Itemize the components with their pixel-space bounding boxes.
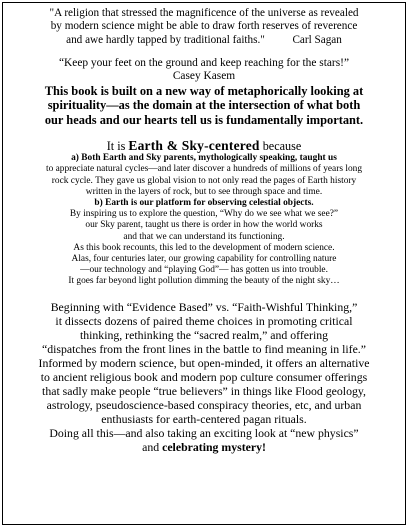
quote-text: “Keep your feet on the ground and keep reaching for the stars!” xyxy=(58,56,350,69)
point-a-line: to appreciate natural cycles—and later discover a hundreds of millions of years long xyxy=(45,164,363,175)
heading-prefix: It is xyxy=(106,139,126,154)
closing-line: Informed by modern science, but open-minded, it offers an alternative xyxy=(38,355,370,370)
quote-author: Carl Sagan xyxy=(292,33,342,46)
closing-line: thinking, rethinking the “sacred realm,” and offering xyxy=(79,327,329,342)
quote-line xyxy=(11,34,397,47)
thesis-statement xyxy=(11,84,397,127)
point-b-heading: b) Earth is our platform for observing celestial objects. xyxy=(94,197,314,208)
sagan-quote xyxy=(11,7,397,47)
closing-line: that sadly make people “true believers” in things like Flood geology, xyxy=(42,384,366,399)
closing-line: “dispatches from the front lines in the battle to find meaning in life.” xyxy=(42,341,366,356)
quote-line: by modern science might be able to draw forth reserves of reverence xyxy=(50,20,358,33)
closing-line: enthusiasts for earth-centered pagan rituals. xyxy=(101,412,307,427)
closing-line: to ancient religious book and modern pop culture consumer offerings xyxy=(40,370,368,385)
point-b-line: As this book recounts, this led to the development of modern science. xyxy=(73,242,335,253)
closing-final-prefix: and xyxy=(142,440,160,455)
thesis-line: our heads and our hearts tell us is fundamentally important. xyxy=(44,112,364,127)
closing-line: Doing all this—and also taking an exciting look at “new physics” xyxy=(49,426,359,441)
closing-final-line xyxy=(11,440,397,454)
earth-sky-heading xyxy=(11,139,397,153)
point-b-line: and that we can understand its functioning. xyxy=(123,231,285,242)
quote-author: Casey Kasem xyxy=(172,70,236,83)
heading-suffix: because xyxy=(262,139,302,154)
thesis-line: spirituality—as the domain at the intersection of what both xyxy=(47,98,361,113)
closing-line: Beginning with “Evidence Based” vs. “Faith-Wishful Thinking,” xyxy=(50,299,358,314)
closing-final-bold: celebrating mystery! xyxy=(162,440,266,455)
book-blurb-panel xyxy=(2,2,406,525)
point-b-line: It goes far beyond light pollution dimming the beauty of the night sky… xyxy=(68,276,340,287)
point-a-line: written in the layers of rock, but to see through space and time. xyxy=(85,186,323,197)
kasem-quote xyxy=(11,57,397,84)
thesis-line: This book is built on a new way of metaphorically looking at xyxy=(44,83,364,98)
point-b-line: —our technology and “playing God”— has gotten us into trouble. xyxy=(80,265,328,276)
quote-line: "A religion that stressed the magnificence of the universe as revealed xyxy=(49,7,359,19)
point-a-heading: a) Both Earth and Sky parents, mythologically speaking, taught us xyxy=(71,153,337,164)
closing-paragraph xyxy=(11,300,397,455)
point-b-line: Alas, four centuries later, our growing capability for controlling nature xyxy=(71,253,337,264)
closing-line: it dissects dozens of paired theme choices in promoting critical xyxy=(55,313,353,328)
point-a-line: rock cycle. They gave us global vision to not only read the pages of Earth history xyxy=(51,175,357,186)
point-b-line: our Sky parent, taught us there is order in how the world works xyxy=(85,220,323,231)
heading-emphasis: Earth & Sky-centered xyxy=(128,138,260,154)
closing-line: astrology, pseudoscience-based conspiracy theories, etc, and urban xyxy=(46,398,362,413)
point-b-line: By inspiring us to explore the question, “Why do we see what we see?” xyxy=(69,209,339,220)
reasons-list xyxy=(11,153,397,287)
quote-line-end: and awe hardly tapped by traditional faiths." xyxy=(66,33,265,46)
